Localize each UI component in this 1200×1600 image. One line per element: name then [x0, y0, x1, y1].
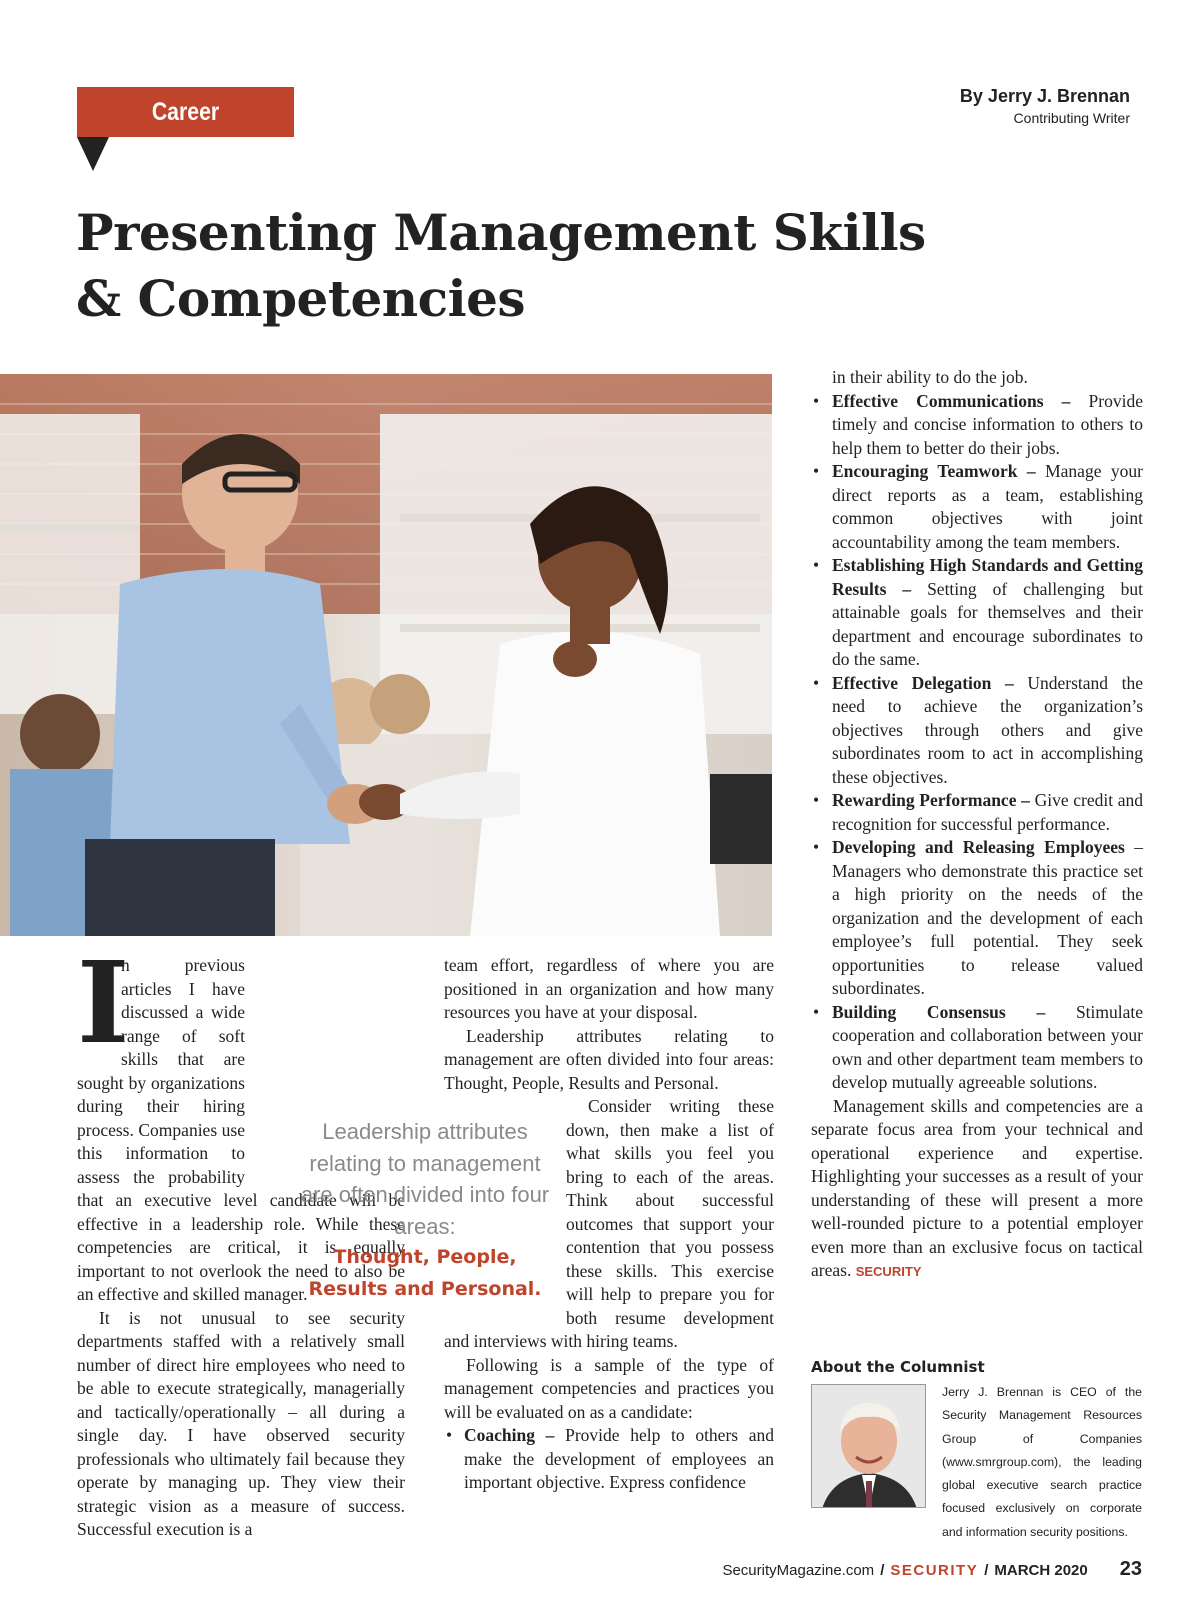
- page-footer: [722, 1558, 1142, 1581]
- body-paragraph: n previous articles I have discussed a wide range of soft skills that are sought by organizations during their hiring process. Companies use this information to assess the probability that an executive level candidate will be effective in a leadership role. While these competencies are critical, it is equally important to not overlook the need to also be an effective and skilled manager.: [77, 955, 405, 1304]
- list-item-text: Manage your direct reports as a team, establishing common objectives with joint accountability among the team members.: [832, 461, 1143, 552]
- list-item: [811, 390, 1143, 461]
- section-tag-label: Career Intelligence: [127, 98, 244, 176]
- headline-line-2: & Competencies: [76, 269, 526, 328]
- list-item-text: Provide timely and concise information to others to help them to better do their jobs.: [832, 390, 1143, 458]
- article-photo: [0, 374, 772, 936]
- footer-brand: SECURITY: [890, 1562, 979, 1579]
- end-mark: SECURITY: [855, 1264, 922, 1279]
- list-item: [444, 1424, 774, 1495]
- list-item-title: Establishing High Standards and Getting Results –: [832, 555, 1143, 599]
- author-name: By Jerry J. Brennan: [959, 86, 1130, 106]
- closing-text: Management skills and competencies are a separate focus area from your technical and operational experience and expertise. Highlighting your successes as a result of your understanding of these will present a more well-rounded picture to a potential employer even more than an exclusive focus on tactical areas.: [811, 1095, 1143, 1280]
- list-item-text: Setting of challenging but attainable goals for themselves and their department and encourage subordinates to do the same.: [832, 578, 1144, 669]
- list-item: [811, 554, 1143, 672]
- pull-quote-highlight: Thought, People, Results and Personal.: [308, 1246, 542, 1300]
- byline: [960, 86, 1130, 126]
- body-paragraph: [811, 1095, 1143, 1284]
- drop-cap: I: [77, 938, 130, 1069]
- list-item-title: Rewarding Performance –: [832, 790, 1030, 810]
- article-headline: [76, 200, 976, 332]
- list-item-title: Effective Communications –: [832, 390, 1071, 411]
- body-paragraph: Following is a sample of the type of management competencies and practices you will be evaluated on as a candidate:: [444, 1354, 774, 1422]
- list-item-text: – Managers who demonstrate this practice set a high priority on the needs of the organization and the development of each employee’s full potential. They seek opportunities to release valued subordinates.: [832, 837, 1143, 998]
- body-paragraph: in their ability to do the job.: [832, 367, 1028, 387]
- list-item: [811, 836, 1143, 1001]
- columnist-portrait: [811, 1384, 926, 1508]
- list-item: [811, 672, 1143, 790]
- page-number: 23: [1119, 1558, 1142, 1580]
- list-item: [811, 789, 1143, 836]
- list-item-title: Coaching –: [464, 1425, 555, 1445]
- body-paragraph: team effort, regardless of where you are positioned in an organization and how many resources you have at your disposal.: [444, 955, 774, 1022]
- list-item-text: Stimulate cooperation and collaboration between your own and other department team members to develop mutually agreeable solutions.: [832, 1001, 1144, 1092]
- list-item: [811, 460, 1143, 554]
- competency-list: [444, 1424, 774, 1495]
- about-text: Jerry J. Brennan is CEO of the Security Management Resources Group of Companies (www.smrgroup.com), the leading global executive search practice focused exclusively on corporate and information security positions.: [942, 1385, 1142, 1539]
- list-item-title: Encouraging Teamwork –: [832, 461, 1036, 481]
- footer-site: SecurityMagazine.com: [722, 1562, 875, 1579]
- pull-quote-text: Leadership attributes relating to management are often divided into four areas:: [300, 1119, 550, 1239]
- section-tag-pointer: [77, 137, 109, 171]
- body-paragraph: Leadership attributes relating to management are often divided into four areas: Thought, People, Results and Personal.: [444, 1025, 774, 1093]
- footer-separator: /: [880, 1562, 885, 1579]
- pull-quote: [296, 1116, 554, 1305]
- article-column-3: [811, 366, 1143, 1284]
- list-item-text: Understand the need to achieve the organization’s objectives through others and give subordinates room to act in accomplishing these objectives.: [832, 672, 1143, 787]
- list-item: [811, 1001, 1143, 1095]
- footer-date: MARCH 2020: [994, 1562, 1088, 1579]
- list-item-title: Developing and Releasing Employees: [832, 837, 1125, 857]
- list-item-title: Building Consensus –: [832, 1001, 1046, 1022]
- body-paragraph: It is not unusual to see security departments staffed with a relatively small number of direct hire employees who need to be able to execute strategically, managerially and tactically/operationally – all during a single day. I have observed security professionals who ultimately fail because they operate by managing up. They view their strategic vision as a measure of success. Successful execution is a: [77, 1307, 405, 1539]
- author-role: Contributing Writer: [1013, 110, 1130, 126]
- body-paragraph: Consider writing these down, then make a list of what skills you feel you bring to each of the areas. Think about successful outcomes that support your contention that you possess these skills. This exercise will help to prepare you for both resume development and interviews with hiring teams.: [444, 1096, 774, 1351]
- about-title: About the Columnist: [811, 1358, 985, 1376]
- list-item-text: Provide help to others and make the development of employees an important objective. Express confidence: [464, 1425, 775, 1492]
- list-item-title: Effective Delegation –: [832, 672, 1014, 693]
- footer-separator: /: [984, 1562, 989, 1579]
- competency-list: [811, 390, 1143, 1095]
- headline-line-1: Presenting Management Skills: [76, 203, 926, 262]
- list-item-text: Give credit and recognition for successful performance.: [832, 790, 1144, 834]
- section-tag: [77, 87, 294, 176]
